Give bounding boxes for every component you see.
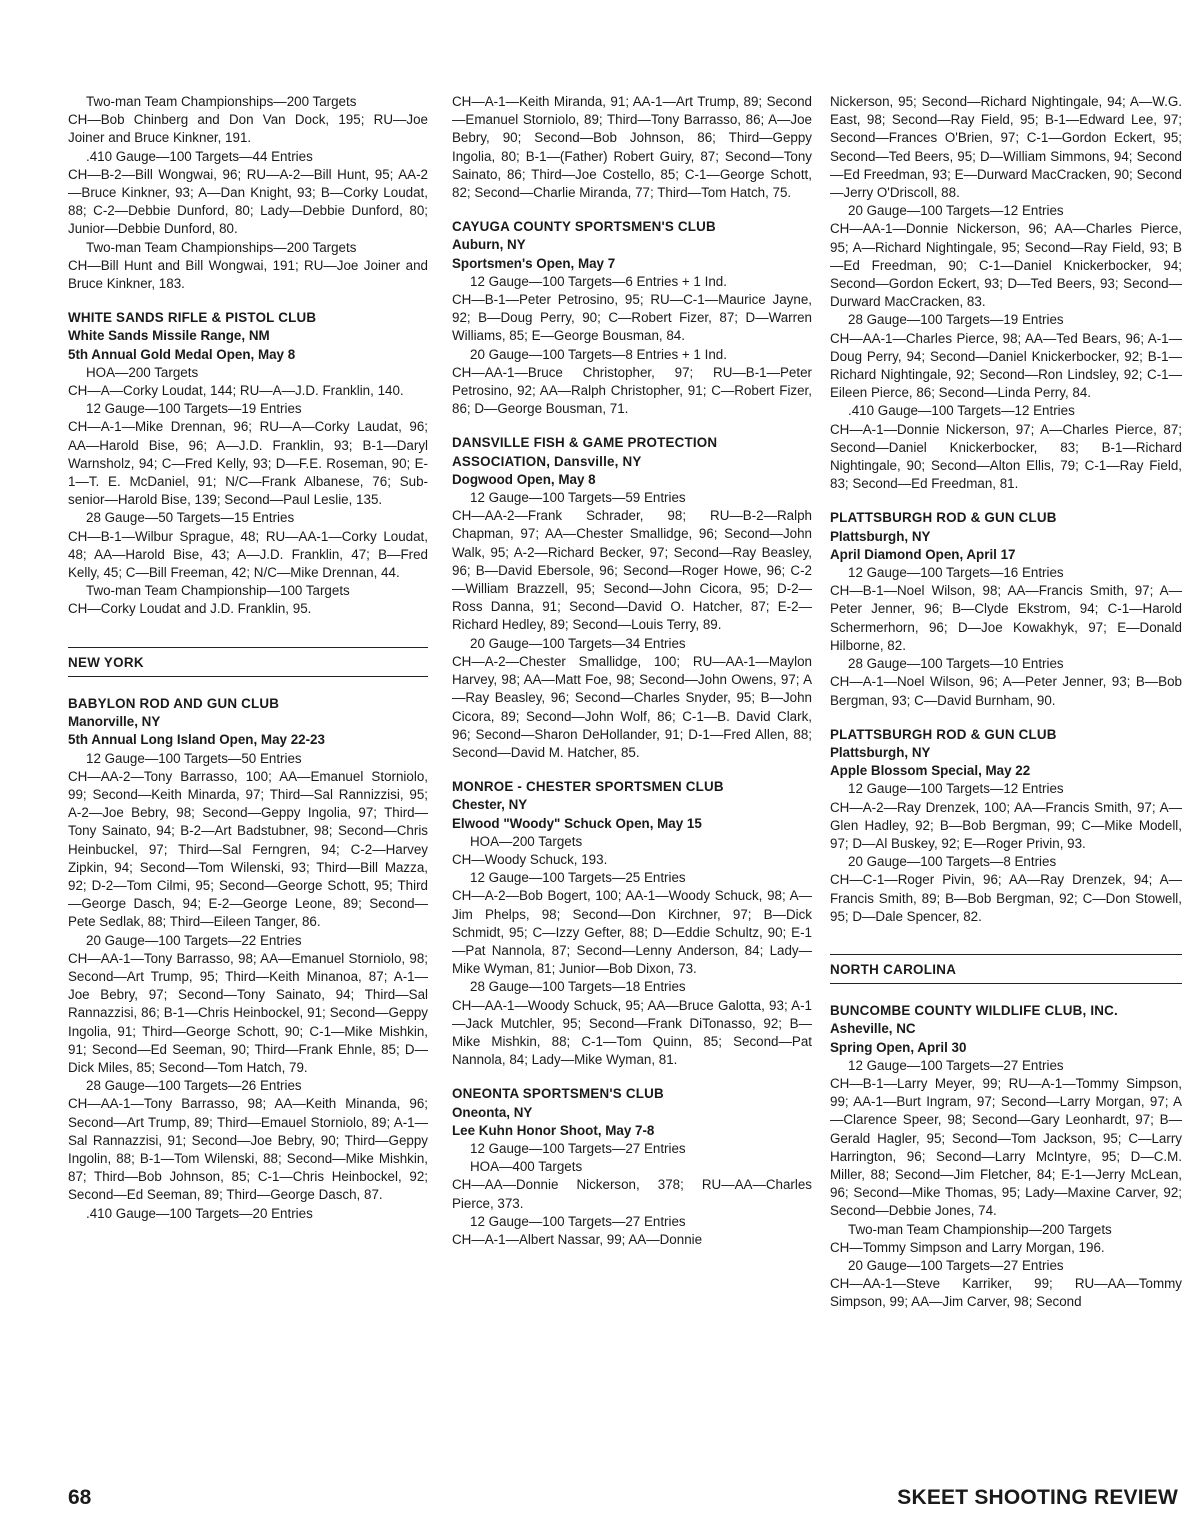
results-text: CH—AA-1—Donnie Nickerson, 96; AA—Charles Pierce, 95; A—Richard Nightingale, 95; Second—Ray Field, 93; B—Ed Freedman, 90; C-1—Daniel Knickerbocker, 94; Second—Gordon Eckert, 93; D—Ted Beers, 93; Second—Durward MacCracken, 83. bbox=[830, 221, 1182, 310]
results-text: CH—A—Corky Loudat, 144; RU—A—J.D. Franklin, 140. bbox=[68, 383, 404, 399]
publication-title: SKEET SHOOTING REVIEW bbox=[897, 1486, 1178, 1509]
results-text: CH—A-1—Albert Nassar, 99; AA—Donnie bbox=[452, 1231, 703, 1247]
event-line: .410 Gauge—100 Targets—12 Entries bbox=[848, 403, 1075, 419]
club-heading: MONROE - CHESTER SPORTSMEN CLUB bbox=[452, 779, 724, 795]
event-line: 12 Gauge—100 Targets—19 Entries bbox=[86, 401, 302, 417]
results-text: CH—B-1—Wilbur Sprague, 48; RU—AA-1—Corky Loudat, 48; AA—Harold Bise, 43; A—J.D. Franklin, 47; B—Fred Kelly, 45; C—Bill Freeman, 42; N/C—Mike Drennan, 44. bbox=[68, 528, 428, 581]
results-text: CH—A-1—Noel Wilson, 96; A—Peter Jenner, 93; B—Bob Bergman, 93; C—David Burnham, 90. bbox=[830, 674, 1182, 708]
event-line: 20 Gauge—100 Targets—8 Entries + 1 Ind. bbox=[470, 346, 727, 362]
event-line: .410 Gauge—100 Targets—20 Entries bbox=[86, 1205, 313, 1221]
event-subheading: 5th Annual Gold Medal Open, May 8 bbox=[68, 346, 296, 362]
club-heading: DANSVILLE FISH & GAME PROTECTION ASSOCIATION, Dansville, NY bbox=[452, 435, 718, 469]
event-line: 20 Gauge—100 Targets—34 Entries bbox=[470, 635, 686, 651]
event-subheading: Apple Blossom Special, May 22 bbox=[830, 763, 1031, 779]
club-heading: CAYUGA COUNTY SPORTSMEN'S CLUB bbox=[452, 219, 716, 235]
event-line: 12 Gauge—100 Targets—16 Entries bbox=[848, 565, 1064, 581]
state-section-heading: NORTH CAROLINA bbox=[830, 954, 1182, 984]
state-section-heading: NEW YORK bbox=[68, 647, 428, 677]
results-text: CH—B-2—Bill Wongwai, 96; RU—A-2—Bill Hunt, 95; AA-2—Bruce Kinkner, 93; A—Dan Knight, 93; B—Corky Loudat, 88; C-2—Debbie Dunford, 80; Lady—Debbie Dunford, 80; Junior—Debbie Dunford, 80. bbox=[68, 166, 428, 237]
event-line: 12 Gauge—100 Targets—27 Entries bbox=[848, 1057, 1064, 1073]
results-text: CH—AA—Donnie Nickerson, 378; RU—AA—Charles Pierce, 373. bbox=[452, 1177, 812, 1211]
results-text: CH—AA-1—Bruce Christopher, 97; RU—B-1—Peter Petrosino, 92; AA—Ralph Christopher, 91; C—Robert Fizer, 86; D—George Bousman, 71. bbox=[452, 364, 812, 417]
results-text: CH—C-1—Roger Pivin, 96; AA—Ray Drenzek, 94; A—Francis Smith, 89; B—Bob Bergman, 92; C—Don Stowell, 95; D—Dale Spencer, 82. bbox=[830, 872, 1182, 924]
event-line: 20 Gauge—100 Targets—22 Entries bbox=[86, 932, 302, 948]
event-subheading: Sportsmen's Open, May 7 bbox=[452, 255, 616, 271]
results-text: CH—AA-1—Tony Barrasso, 98; AA—Emanuel Storniolo, 98; Second—Art Trump, 95; Third—Keith Minanoa, 87; A-1—Joe Bebry, 97; Second—Tony Sainato, 94; Third—Sal Rannazzisi, 86; B-1—Chris Heinbockel, 91; Second—Geppy Ingolia, 91; Third—George Schott, 90; C-1—Mike Mishkin, 91; Second—Ed Seeman, 90; Third—Frank Ehnle, 85; D—Dick Miles, 85; Second—Tom Hatch, 79. bbox=[68, 950, 428, 1075]
event-subheading: Lee Kuhn Honor Shoot, May 7-8 bbox=[452, 1122, 655, 1138]
club-heading: BABYLON ROD AND GUN CLUB bbox=[68, 695, 280, 711]
event-subheading: April Diamond Open, April 17 bbox=[830, 546, 1016, 562]
event-line: 28 Gauge—100 Targets—26 Entries bbox=[86, 1078, 302, 1094]
event-line: 12 Gauge—100 Targets—25 Entries bbox=[470, 870, 686, 886]
results-text: CH—AA-2—Frank Schrader, 98; RU—B-2—Ralph Chapman, 97; AA—Chester Smallidge, 96; Second—John Walk, 95; A-2—Richard Becker, 97; Second—Ray Beasley, 96; B—David Ebersole, 96; Second—Roger Howe, 96; C-2—William Brazzell, 95; Second—John Cicora, 95; D-2—Ross Danna, 91; Second—David O. Hatcher, 87; E-2—Richard Hedley, 89; Second—Louis Terry, 89. bbox=[452, 508, 812, 633]
results-text: CH—A-1—Donnie Nickerson, 97; A—Charles Pierce, 87; Second—Daniel Knickerbocker, 83; B-1—Richard Nightingale, 90; Second—Alton Ellis, 79; C-1—Ray Field, 83; Second—Ed Freedman, 81. bbox=[830, 421, 1182, 492]
column-left bbox=[68, 93, 428, 1223]
event-subheading: Dogwood Open, May 8 bbox=[452, 471, 596, 487]
results-text: CH—Bill Hunt and Bill Wongwai, 191; RU—Joe Joiner and Bruce Kinkner, 183. bbox=[68, 257, 428, 292]
event-line: 12 Gauge—100 Targets—27 Entries bbox=[470, 1140, 686, 1156]
event-line: 28 Gauge—50 Targets—15 Entries bbox=[86, 510, 295, 526]
event-line: 20 Gauge—100 Targets—12 Entries bbox=[848, 203, 1064, 219]
event-line: 28 Gauge—100 Targets—19 Entries bbox=[848, 312, 1064, 328]
results-text: Nickerson, 95; Second—Richard Nightingale, 94; A—W.G. East, 98; Second—Ray Field, 95; B-1—Edward Lee, 97; Second—Frances O'Brien, 97; C-1—Gordon Eckert, 95; Second—Ted Beers, 95; D—William Simmons, 94; Second—Ed Freedman, 93; E—Durward MacCracken, 90; Second—Jerry O'Driscoll, 88. bbox=[830, 94, 1182, 201]
event-line: 12 Gauge—100 Targets—27 Entries bbox=[470, 1213, 686, 1229]
results-text: CH—A-1—Keith Miranda, 91; AA-1—Art Trump, 89; Second—Emanuel Storniolo, 89; Third—Tony Barrasso, 86; A—Joe Bebry, 90; Second—Bob Johnson, 86; Third—Geppy Ingolia, 80; B-1—(Father) Robert Guiry, 87; Second—Tony Sainato, 86; Third—Joe Costello, 85; C-1—George Schott, 82; Second—Charlie Miranda, 77; Third—Tom Hatch, 75. bbox=[452, 94, 812, 201]
event-line: 20 Gauge—100 Targets—27 Entries bbox=[848, 1257, 1064, 1273]
event-line: HOA—400 Targets bbox=[470, 1159, 583, 1175]
results-text: CH—A-1—Mike Drennan, 96; RU—A—Corky Laudat, 96; AA—Harold Bise, 96; A—J.D. Franklin, 93; B-1—Daryl Warnsholz, 94; C—Fred Kelly, 93; D—F.E. Roseman, 90; E-1—T. E. McDaniel, 91; N/C—Frank Albanese, 76; Sub-senior—Harold Bise, 139; Second—Paul Leslie, 135. bbox=[68, 419, 428, 508]
results-text: CH—AA-1—Woody Schuck, 95; AA—Bruce Galotta, 93; A-1—Jack Mutchler, 95; Second—Frank DiTonasso, 92; B—Mike Mishkin, 88; C-1—Tom Quinn, 85; Second—Pat Nannola, 84; Lady—Mike Wyman, 81. bbox=[452, 997, 812, 1068]
event-subheading: 5th Annual Long Island Open, May 22-23 bbox=[68, 732, 325, 748]
event-line: .410 Gauge—100 Targets—44 Entries bbox=[86, 148, 313, 164]
event-line: 12 Gauge—100 Targets—12 Entries bbox=[848, 781, 1064, 797]
event-line: 12 Gauge—100 Targets—50 Entries bbox=[86, 750, 302, 766]
club-heading: BUNCOMBE COUNTY WILDLIFE CLUB, INC. bbox=[830, 1003, 1118, 1019]
event-line: 28 Gauge—100 Targets—10 Entries bbox=[848, 656, 1064, 672]
results-text: CH—A-2—Ray Drenzek, 100; AA—Francis Smith, 97; A—Glen Hadley, 92; B—Bob Bergman, 99; C—Mike Modell, 97; D—Al Buskey, 92; E—Roger Privin, 93. bbox=[830, 799, 1182, 851]
event-line: HOA—200 Targets bbox=[86, 364, 199, 380]
event-subheading: Elwood "Woody" Schuck Open, May 15 bbox=[452, 815, 702, 831]
event-subheading: White Sands Missile Range, NM bbox=[68, 328, 270, 344]
results-text: CH—B-1—Larry Meyer, 99; RU—A-1—Tommy Simpson, 99; AA-1—Burt Ingram, 97; Second—Larry Morgan, 97; A—Clarence Speer, 98; Second—Gary Leonhardt, 97; B—Gerald Hagler, 95; Second—Tom Jackson, 95; C—Larry Harrington, 96; Second—Larry McIntyre, 95; D—C.M. Miller, 88; Second—Jim Fletcher, 84; E-1—Jerry McLean, 96; Second—Mike Thomas, 95; Lady—Maxine Carver, 92; Second—Debbie Jones, 74. bbox=[830, 1075, 1182, 1219]
page-number: 68 bbox=[68, 1486, 92, 1509]
event-subheading: Plattsburgh, NY bbox=[830, 528, 931, 544]
club-heading: PLATTSBURGH ROD & GUN CLUB bbox=[830, 510, 1057, 526]
club-heading: ONEONTA SPORTSMEN'S CLUB bbox=[452, 1086, 664, 1102]
results-text: CH—B-1—Peter Petrosino, 95; RU—C-1—Maurice Jayne, 92; B—Doug Perry, 90; C—Robert Fizer, 87; D—Warren Williams, 85; E—George Bousman, 84. bbox=[452, 292, 812, 344]
club-heading: WHITE SANDS RIFLE & PISTOL CLUB bbox=[68, 310, 317, 326]
event-subheading: Auburn, NY bbox=[452, 237, 526, 253]
results-text: CH—AA-1—Steve Karriker, 99; RU—AA—Tommy Simpson, 99; AA—Jim Carver, 98; Second bbox=[830, 1276, 1182, 1310]
results-text: CH—A-2—Chester Smallidge, 100; RU—AA-1—Maylon Harvey, 98; AA—Matt Foe, 98; Second—John Owens, 97; A—Ray Beasley, 96; Second—Charles Snyder, 95; B—John Cicora, 89; Second—John Wolf, 86; C-1—B. David Clark, 96; Second—Sharon DeHollander, 91; D-1—Fred Allen, 88; Second—David M. Hatcher, 85. bbox=[452, 653, 812, 760]
event-subheading: Plattsburgh, NY bbox=[830, 744, 931, 760]
club-heading: PLATTSBURGH ROD & GUN CLUB bbox=[830, 726, 1057, 742]
event-line: 12 Gauge—100 Targets—6 Entries + 1 Ind. bbox=[470, 273, 727, 289]
event-line: Two-man Team Championships—200 Targets bbox=[86, 239, 357, 255]
results-text: CH—AA-2—Tony Barrasso, 100; AA—Emanuel Storniolo, 99; Second—Keith Minarda, 97; Third—Sal Rannizzisi, 95; A-2—Joe Bebry, 98; Second—Geppy Ingolia, 97; Third—Tony Sainato, 94; B-2—Art Badstubner, 98; Second—Chris Heinbuckel, 97; Third—Sal Ferngren, 94; C-2—Harvey Zipkin, 94; Second—Tom Wilenski, 93; Third—Bill Mazza, 92; D-2—Tom Cilmi, 95; Second—George Schott, 95; Third—George Dasch, 94; E-2—George Leone, 89; Second—Pete Sedlak, 88; Third—Eileen Tanger, 86. bbox=[68, 768, 428, 930]
results-text: CH—AA-1—Charles Pierce, 98; AA—Ted Bears, 96; A-1—Doug Perry, 94; Second—Daniel Knickerbocker, 92; B-1—Richard Nightingale, 92; Second—Ron Lindsley, 92; C-1—Eileen Pierce, 86; Second—Linda Perry, 84. bbox=[830, 330, 1182, 401]
event-line: Two-man Team Championship—200 Targets bbox=[848, 1221, 1112, 1237]
event-line: 20 Gauge—100 Targets—8 Entries bbox=[848, 854, 1057, 870]
results-text: CH—Tommy Simpson and Larry Morgan, 196. bbox=[830, 1239, 1105, 1255]
results-text: CH—Bob Chinberg and Don Van Dock, 195; RU—Joe Joiner and Bruce Kinkner, 191. bbox=[68, 112, 428, 146]
event-line: Two-man Team Championships—200 Targets bbox=[86, 94, 357, 109]
results-text: CH—A-2—Bob Bogert, 100; AA-1—Woody Schuck, 98; A—Jim Phelps, 98; Second—Don Kirchner, 97; B—Dick Schmidt, 95; C—Izzy Gefter, 88; D—Eddie Schultz, 90; E-1—Pat Nannola, 87; Second—Lenny Anderson, 84; Lady—Mike Wyman, 81; Junior—Bob Dixon, 73. bbox=[452, 888, 812, 977]
results-text: CH—Corky Loudat and J.D. Franklin, 95. bbox=[68, 601, 312, 617]
event-subheading: Chester, NY bbox=[452, 797, 528, 813]
event-line: 28 Gauge—100 Targets—18 Entries bbox=[470, 979, 686, 995]
event-line: 12 Gauge—100 Targets—59 Entries bbox=[470, 490, 686, 506]
event-subheading: Oneonta, NY bbox=[452, 1104, 533, 1120]
event-subheading: Asheville, NC bbox=[830, 1021, 916, 1037]
results-text: CH—B-1—Noel Wilson, 98; AA—Francis Smith, 97; A—Peter Jenner, 96; B—Clyde Ekstrom, 94; C-1—Harold Schermerhorn, 96; D—Joe Kowakhyk, 97; E—Donald Hilborne, 82. bbox=[830, 583, 1182, 653]
results-text: CH—AA-1—Tony Barrasso, 98; AA—Keith Minanda, 96; Second—Art Trump, 89; Third—Emauel Storniolo, 89; A-1—Sal Rannazzisi, 91; Second—Joe Bebry, 90; Third—Geppy Ingolin, 88; B-1—Tom Wilenski, 88; Second—Mike Mishkin, 87; Third—Bob Johnson, 85; C-1—Chris Heinbockel, 92; Second—Ed Seeman, 89; Third—George Dasch, 87. bbox=[68, 1096, 428, 1203]
event-subheading: Spring Open, April 30 bbox=[830, 1039, 967, 1055]
event-subheading: Manorville, NY bbox=[68, 714, 161, 730]
column-right bbox=[830, 93, 1182, 1312]
results-text: CH—Woody Schuck, 193. bbox=[452, 851, 608, 867]
event-line: HOA—200 Targets bbox=[470, 833, 583, 849]
column-middle bbox=[452, 93, 812, 1249]
event-line: Two-man Team Championship—100 Targets bbox=[86, 583, 350, 599]
